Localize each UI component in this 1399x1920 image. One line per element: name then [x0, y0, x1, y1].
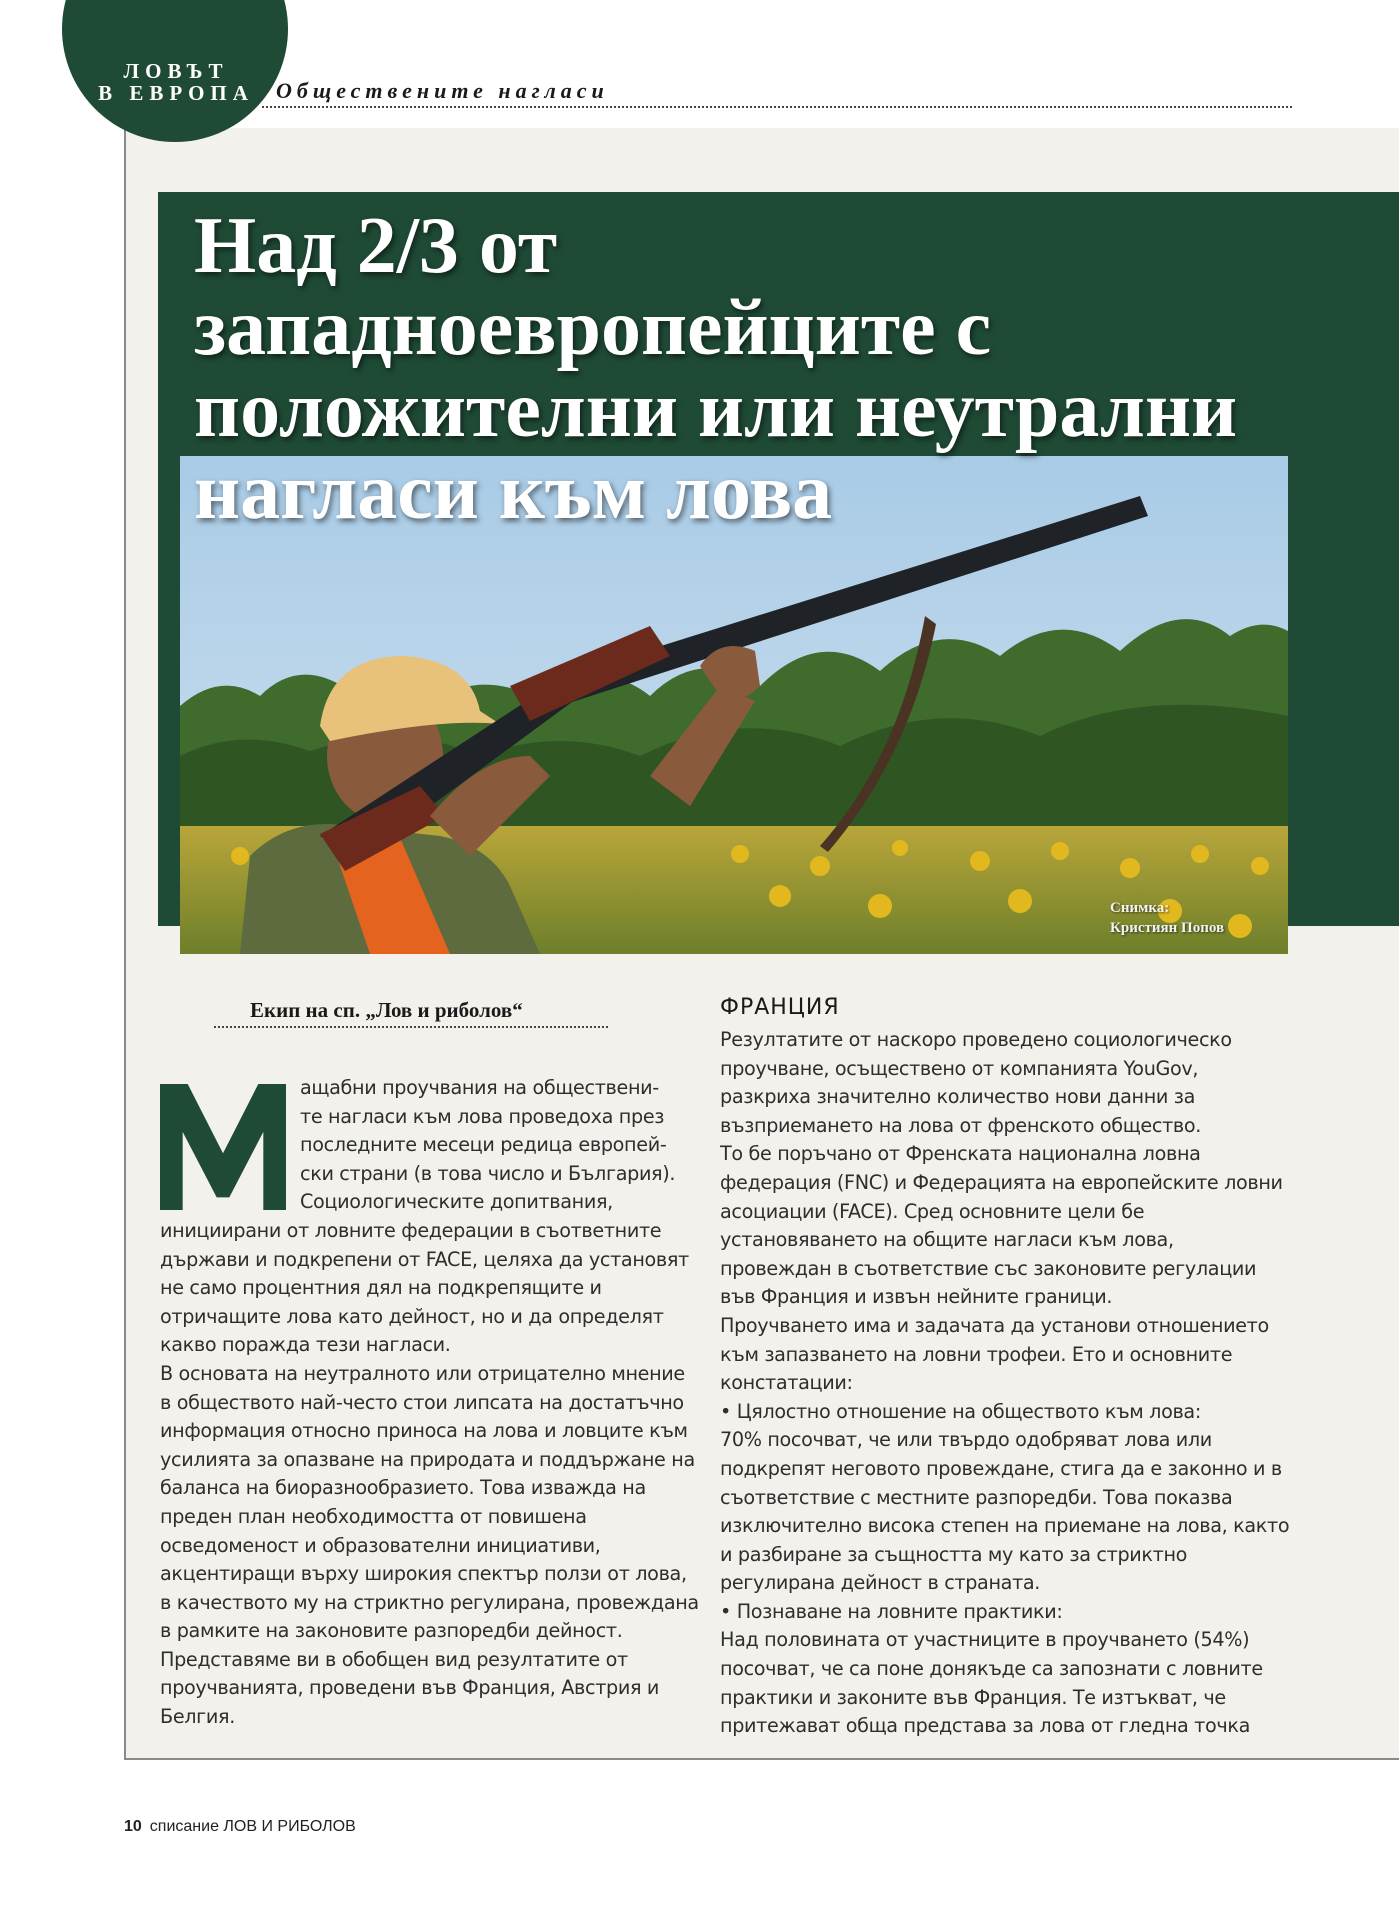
intro-line-5: Социологическите допитвания, [300, 1190, 613, 1214]
photo-credit-label: Снимка: [1110, 900, 1170, 916]
france-bullet-1-title: • Цялостно отношение на обществото към лова: [720, 1399, 1201, 1423]
photo-credit [1110, 898, 1270, 938]
right-column [720, 992, 1290, 1741]
section-label [86, 60, 266, 104]
section-kicker: Обществените нагласи [276, 78, 609, 103]
france-paragraph-1: Резултатите от наскоро проведено социологическо проучване, осъществено от компанията YouGov, разкриха значително количество нови данни за възприемането на лова от френското общество. [720, 1028, 1232, 1137]
body-paragraph-2: В основата на неутралното или отрицателно мнение в обществото най-често стои липсата на достатъчно информация относно приноса на лова и ловците към усилията за опазване на природата и поддържане на баланса на биоразнообразието. Това изважда на преден план необходимостта от повишена осведоменост и образователни инициативи, акцентиращи върху широкия спектър ползи от лова, в качеството му на стриктно регулирана, провеждана в рамките на законовите разпоредби дейност. [160, 1361, 699, 1643]
intro-paragraph [160, 1074, 700, 1360]
photo-credit-name: Кристиян Попов [1110, 920, 1225, 936]
kicker-divider [262, 106, 1292, 108]
article-headline [194, 202, 1344, 536]
headline-line4: нагласи към лова [194, 448, 833, 536]
intro-line-1: ащабни проучвания на обществени- [300, 1076, 659, 1099]
headline-line3: положителни или неутрални [194, 366, 1238, 454]
intro-rest: инициирани от ловните федерации в съответните държави и подкрепени от FACE, целяха да установят не само процентния дял на подкрепящите и отричащите лова като дейност, но и да определят какво поражда тези нагласи. [160, 1218, 689, 1357]
page-footer [124, 1818, 356, 1836]
headline-line1: Над 2/3 от [194, 202, 558, 290]
france-paragraph-3: Проучването има и задачата да установи отношението към запазването на ловни трофеи. Ето и основните констатации: [720, 1313, 1269, 1395]
section-label-line2: В ЕВРОПА [98, 81, 254, 105]
article-byline: Екип на сп. „Лов и риболов“ [250, 998, 523, 1022]
intro-line-3: последните месеци редица европей- [300, 1133, 667, 1157]
france-paragraph-2: То бе поръчано от Френската национална ловна федерация (FNC) и Федерацията на европейските ловни асоциации (FACE). Сред основните цели бе установяването на общите нагласи към лова, провеждан в съответствие със законовите регулации във Франция и извън нейните граници. [720, 1142, 1283, 1309]
magazine-name: списание ЛОВ И РИБОЛОВ [149, 1818, 356, 1835]
france-bullet-2-text: Над половината от участниците в проучването (54%) посочват, че са поне донякъде са запознати с ловните практики и законите във Франция. Те изтъкват, че притежават обща представа за лова от гледна точка [720, 1628, 1263, 1738]
body-paragraph-3: Представяме ви в обобщен вид резултатите от проучванията, проведени във Франция, Австрия и Белгия. [160, 1647, 660, 1729]
france-heading: ФРАНЦИЯ [720, 995, 840, 1020]
left-column [160, 1074, 700, 1732]
headline-line2: западноевропейците с [194, 284, 992, 372]
france-bullet-1-text: 70% посочват, че или твърдо одобряват лова или подкрепят неговото провеждане, стига да е законно и в съответствие с местните разпоредби. Това показва изключително висока степен на приемане на лова, както и разбиране за същността му като за стриктно регулирана дейност в страната. [720, 1428, 1290, 1595]
section-label-line1: ЛОВЪТ [123, 59, 229, 83]
intro-line-4: ски страни (в това число и България). [300, 1161, 676, 1185]
byline-divider [214, 1026, 608, 1028]
intro-line-2: те нагласи към лова проведоха през [300, 1104, 665, 1128]
france-bullet-2-title: • Познаване на ловните практики: [720, 1599, 1063, 1623]
page-number: 10 [124, 1818, 142, 1835]
